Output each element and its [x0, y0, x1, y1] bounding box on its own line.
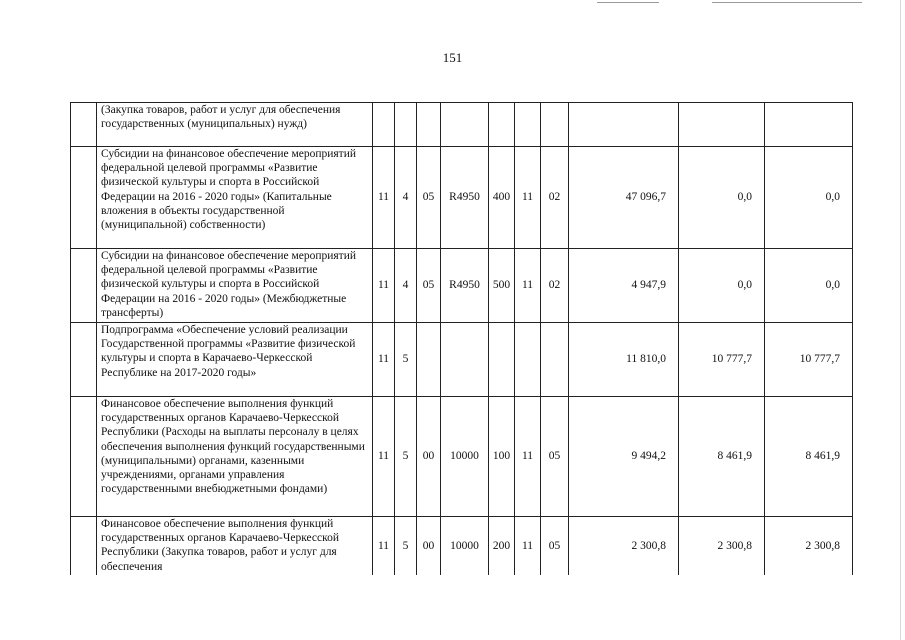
amount-cell-2: 0,0: [679, 249, 765, 323]
code-cell-7: 02: [541, 147, 569, 249]
code-cell-1: [373, 103, 395, 147]
row-number-cell: [71, 249, 97, 323]
code-cell-7: 05: [541, 397, 569, 517]
scan-artifact-line-1: [597, 2, 659, 3]
row-number-cell: [71, 323, 97, 397]
amount-cell-2: 8 461,9: [679, 397, 765, 517]
budget-table: [70, 102, 853, 575]
code-cell-7: [541, 103, 569, 147]
table-row: [71, 397, 853, 517]
table-row: [71, 147, 853, 249]
description-cell: Субсидии на финансовое обеспечение мероприятий федеральной целевой программы «Развитие физической культуры и спорта в Российской Федерации на 2016 - 2020 годы» (Капитальные вложения в объекты государственной (муниципальной) собственности): [97, 147, 373, 249]
code-cell-4: [441, 323, 489, 397]
code-cell-4: [441, 103, 489, 147]
table-row: [71, 517, 853, 575]
code-cell-2: 5: [395, 397, 417, 517]
amount-cell-1: 47 096,7: [569, 147, 679, 249]
code-cell-3: [417, 103, 441, 147]
code-cell-3: 00: [417, 397, 441, 517]
amount-cell-1: 2 300,8: [569, 517, 679, 575]
amount-cell-3: 2 300,8: [765, 517, 853, 575]
amount-cell-1: 11 810,0: [569, 323, 679, 397]
code-cell-1: 11: [373, 397, 395, 517]
code-cell-6: 11: [515, 249, 541, 323]
code-cell-4: 10000: [441, 517, 489, 575]
description-cell: Финансовое обеспечение выполнения функций государственных органов Карачаево-Черкесской Республики (Расходы на выплаты персоналу в целях обеспечения выполнения функций государственными (муниципальными) органами, казенными учреждениями, органами управления государственными внебюджетными фондами): [97, 397, 373, 517]
code-cell-1: 11: [373, 323, 395, 397]
code-cell-7: 02: [541, 249, 569, 323]
page-number: 151: [442, 50, 463, 65]
code-cell-4: R4950: [441, 147, 489, 249]
description-cell: Субсидии на финансовое обеспечение мероприятий федеральной целевой программы «Развитие физической культуры и спорта в Российской Федерации на 2016 - 2020 годы» (Межбюджетные трансферты): [97, 249, 373, 323]
code-cell-5: 400: [489, 147, 515, 249]
table-row: [71, 103, 853, 147]
code-cell-5: [489, 323, 515, 397]
code-cell-6: 11: [515, 147, 541, 249]
amount-cell-1: 9 494,2: [569, 397, 679, 517]
code-cell-4: R4950: [441, 249, 489, 323]
scan-artifact-line-2: [712, 2, 862, 3]
code-cell-1: 11: [373, 147, 395, 249]
code-cell-2: 5: [395, 517, 417, 575]
amount-cell-3: 8 461,9: [765, 397, 853, 517]
code-cell-2: 4: [395, 249, 417, 323]
amount-cell-1: [569, 103, 679, 147]
amount-cell-1: 4 947,9: [569, 249, 679, 323]
code-cell-7: 05: [541, 517, 569, 575]
amount-cell-2: 2 300,8: [679, 517, 765, 575]
row-number-cell: [71, 397, 97, 517]
code-cell-2: 5: [395, 323, 417, 397]
row-number-cell: [71, 517, 97, 575]
row-number-cell: [71, 147, 97, 249]
code-cell-5: 500: [489, 249, 515, 323]
amount-cell-3: 0,0: [765, 249, 853, 323]
scan-page-edge: [900, 0, 901, 640]
code-cell-1: 11: [373, 249, 395, 323]
code-cell-6: 11: [515, 517, 541, 575]
code-cell-3: 05: [417, 147, 441, 249]
code-cell-4: 10000: [441, 397, 489, 517]
code-cell-5: 100: [489, 397, 515, 517]
code-cell-2: 4: [395, 147, 417, 249]
description-cell: Подпрограмма «Обеспечение условий реализации Государственной программы «Развитие физической культуры и спорта в Карачаево-Черкесской Республике на 2017-2020 годы»: [97, 323, 373, 397]
code-cell-5: 200: [489, 517, 515, 575]
code-cell-3: 05: [417, 249, 441, 323]
code-cell-7: [541, 323, 569, 397]
description-cell: Финансовое обеспечение выполнения функций государственных органов Карачаево-Черкесской Республики (Закупка товаров, работ и услуг для обеспечения: [97, 517, 373, 575]
code-cell-6: 11: [515, 397, 541, 517]
table-row: [71, 249, 853, 323]
table-row: [71, 323, 853, 397]
budget-table-body: [71, 103, 853, 575]
code-cell-2: [395, 103, 417, 147]
amount-cell-3: [765, 103, 853, 147]
amount-cell-2: 10 777,7: [679, 323, 765, 397]
code-cell-5: [489, 103, 515, 147]
amount-cell-2: [679, 103, 765, 147]
amount-cell-2: 0,0: [679, 147, 765, 249]
code-cell-3: 00: [417, 517, 441, 575]
code-cell-6: [515, 323, 541, 397]
code-cell-1: 11: [373, 517, 395, 575]
amount-cell-3: 10 777,7: [765, 323, 853, 397]
code-cell-6: [515, 103, 541, 147]
description-cell: (Закупка товаров, работ и услуг для обеспечения государственных (муниципальных) нужд): [97, 103, 373, 147]
amount-cell-3: 0,0: [765, 147, 853, 249]
code-cell-3: [417, 323, 441, 397]
row-number-cell: [71, 103, 97, 147]
